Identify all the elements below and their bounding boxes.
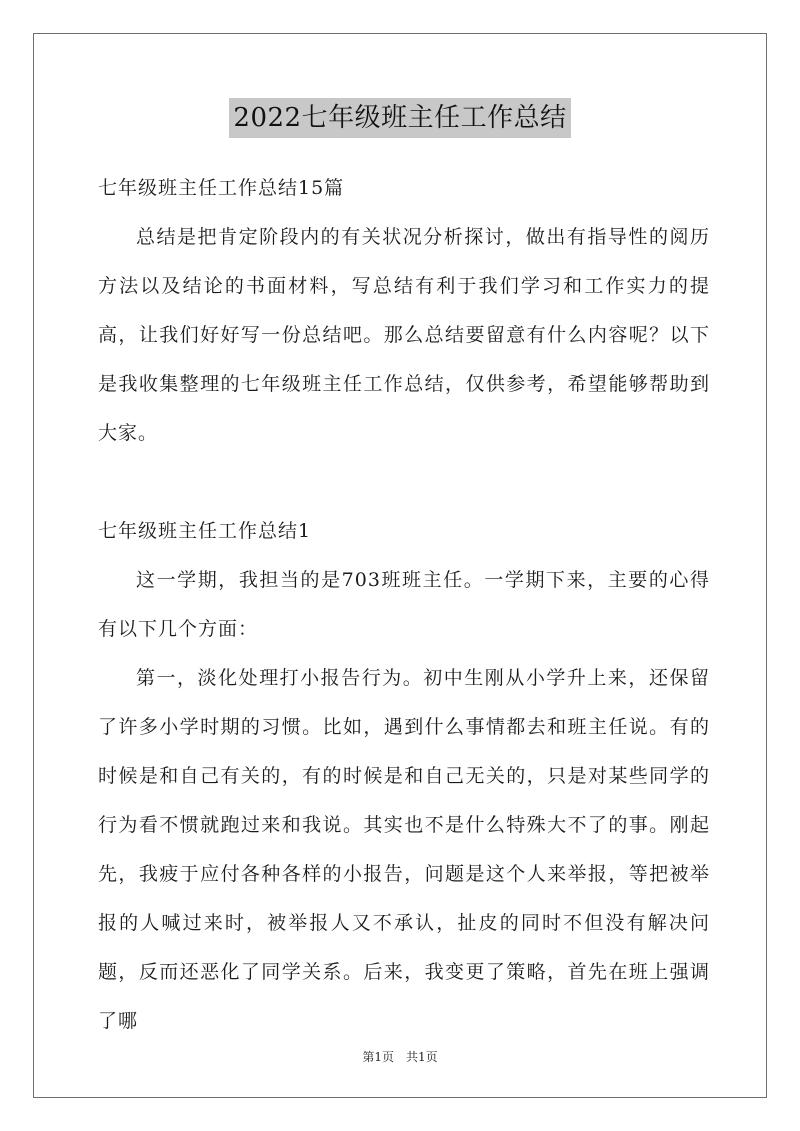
- section-heading: 七年级班主任工作总结1: [98, 520, 312, 542]
- section-spacer: [98, 458, 710, 507]
- document-body: [98, 164, 710, 1046]
- intro-paragraph: 总结是把肯定阶段内的有关状况分析探讨，做出有指导性的阅历方法以及结论的书面材料，写总结有利于我们学习和工作实力的提高，让我们好好写一份总结吧。那么总结要留意有什么内容呢？以下是我收集整理的七年级班主任工作总结，仅供参考，希望能够帮助到大家。: [98, 226, 710, 444]
- body-paragraph: 这一学期，我担当的是703班班主任。一学期下来，主要的心得有以下几个方面：: [98, 569, 710, 640]
- page-footer: 第1页 共1页: [362, 1050, 438, 1064]
- body-paragraph: 第一，淡化处理打小报告行为。初中生刚从小学升上来，还保留了许多小学时期的习惯。比如，遇到什么事情都去和班主任说。有的时候是和自己有关的，有的时候是和自己无关的，只是对某些同学的行为看不惯就跑过来和我说。其实也不是什么特殊大不了的事。刚起先，我疲于应付各种各样的小报告，问题是这个人来举报，等把被举报的人喊过来时，被举报人又不承认，扯皮的同时不但没有解决问题，反而还恶化了同学关系。后来，我变更了策略，首先在班上强调了哪: [98, 667, 710, 1032]
- document-subtitle: 七年级班主任工作总结15篇: [98, 177, 345, 199]
- document-title: 2022七年级班主任工作总结: [229, 98, 570, 138]
- title-container: [0, 98, 800, 138]
